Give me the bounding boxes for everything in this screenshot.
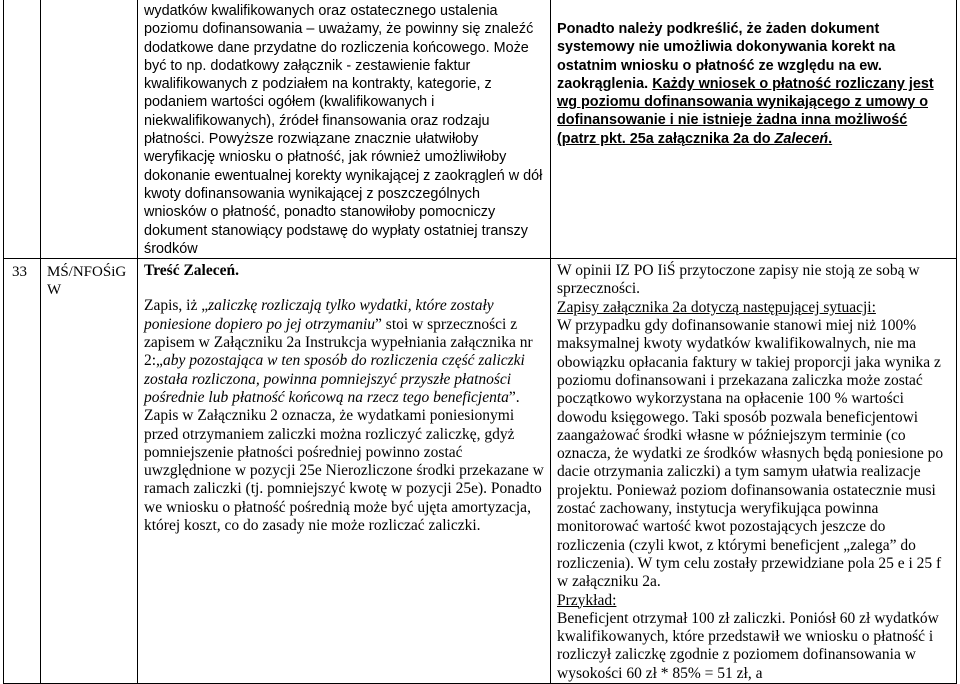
author-cell: [41, 259, 138, 684]
remark-seg-4: ”. Zapis w Załączniku 2 oznacza, że wydatkami poniesionymi przed otrzymaniem zaliczki można rozliczyć zaliczkę, gdyż pomniejszenie płatności pośredniej powinno zostać uwzględnione w pozycji 25e Nierozliczone środki przekazane w ramach zaliczki (tj. pomniejszyć kwotę w pozycji 25e). Ponadto we wniosku o płatność pośrednią może być ujęta amortyzacja, której koszt, co do zasady nie może rozliczać zaliczki.: [144, 388, 544, 535]
remark-cell: [138, 259, 551, 684]
response-situation-text: W przypadku gdy dofinansowanie stanowi miej niż 100% maksymalnej kwoty wydatków kwalifikowalnych, nie ma obowiązku opłacania faktury w takiej proporcji jaka wynika z poziomu dofinansowani i przekazana zaliczka może zostać początkowo wykorzystana na opłacenie 100 % wartości dowodu księgowego. Taki sposób pozwala beneficjentowi zaangażować środki własne w późniejszym terminie (co oznacza, że wydatki ze środków własnych będą poniesione po dacie otrzymania zaliczki) a tym samym ułatwia realizacje projektu. Ponieważ poziom dofinansowania ostatecznie musi zostać zachowany, instytucja weryfikująca powinna monitorować wartość kwot pozostających jeszcze do rozliczenia (czyli kwot, z którymi beneficjent „zalega” do rozliczenia). W tym celu zostały przewidziane pola 25 e i 25 f w załączniku 2a.: [557, 317, 944, 591]
remark-cell: [138, 0, 551, 259]
remarks-table: [3, 0, 957, 684]
remark-seg-3: aby pozostająca w ten sposób do rozliczenia część zaliczki została rozliczona, powinna pomniejszyć przyszłe płatności pośrednie lub płatność końcową na rzecz tego beneficjenta: [144, 352, 525, 406]
table-row: [4, 0, 957, 259]
response-cell: [551, 0, 957, 259]
response-text-part4: .: [828, 130, 833, 147]
row-author: MŚ/NFOŚiG W: [47, 264, 127, 299]
response-text-part3: Zaleceń: [774, 130, 829, 147]
response-text-part2: Każdy wniosek o płatność rozliczany jest wg poziomu dofinansowania wynikającego z umowy o dofinansowanie i nie istnieje żadna inna możliwość (patrz pkt. 25a załącznika 2a do: [557, 75, 934, 147]
remark-seg-1: zaliczkę rozliczają tylko wydatki, które zostały poniesione dopiero po jej otrzymaniu: [144, 297, 494, 333]
remark-seg-0: Zapis, iż „: [144, 297, 209, 315]
response-example-label: Przykład:: [557, 591, 617, 609]
response-text-part1: Ponadto należy podkreślić, że żaden dokument systemowy nie umożliwia dokonywania korekt na ostatnim wniosku o płatność ze względu na ew. zaokrąglenia.: [557, 21, 896, 92]
table-row: [4, 259, 957, 684]
row-number: 33: [12, 264, 27, 281]
response-example-text: Beneficjent otrzymał 100 zł zaliczki. Poniósł 60 zł wydatków kwalifikowanych, które przedstawił we wniosku o płatność i rozliczył zaliczkę zgodnie z poziomem dofinansowania w wysokości 60 zł * 85% = 51 zł, a: [557, 609, 939, 682]
response-text: [557, 20, 950, 148]
number-cell: [4, 259, 41, 684]
author-cell-empty: [41, 0, 138, 259]
number-cell-empty: [4, 0, 41, 259]
response-situation-label: Zapisy załącznika 2a dotyczą następującej sytuacji:: [557, 298, 876, 316]
response-cell: [551, 259, 957, 684]
response-opinion: W opinii IZ PO IiŚ przytoczone zapisy nie stoją ze sobą w sprzeczności.: [557, 262, 920, 298]
remark-text: wydatków kwalifikowanych oraz ostatecznego ustalenia poziomu dofinansowania – uważamy, że powinny się znaleźć dodatkowe dane przydatne do rozliczenia końcowego. Może być to np. dodatkowy załącznik - zestawienie faktur kwalifikowanych z podziałem na kontrakty, kategorie, z podaniem wartości ogółem (kwalifikowanych i niekwalifikowanych), źródeł finansowania oraz rodzaju płatności. Powyższe rozwiązane znacznie ułatwiłoby weryfikację wniosku o płatność, jak również umożliwiłoby dokonanie ewentualnej korekty wynikającej z zaokrągleń w dół kwoty dofinansowania wynikającej z poszczególnych wniosków o płatność, ponadto stanowiłoby pomocniczy dokument stanowiący podstawę do wypłaty ostatniej transzy środków: [144, 3, 543, 257]
remark-heading: Treść Zaleceń.: [144, 262, 239, 280]
remark-seg-2: ” stoi w sprzeczności z zapisem w Załączniku 2a Instrukcja wypełniania załącznika nr 2:„: [144, 315, 533, 370]
remark-paragraph: [144, 297, 544, 535]
